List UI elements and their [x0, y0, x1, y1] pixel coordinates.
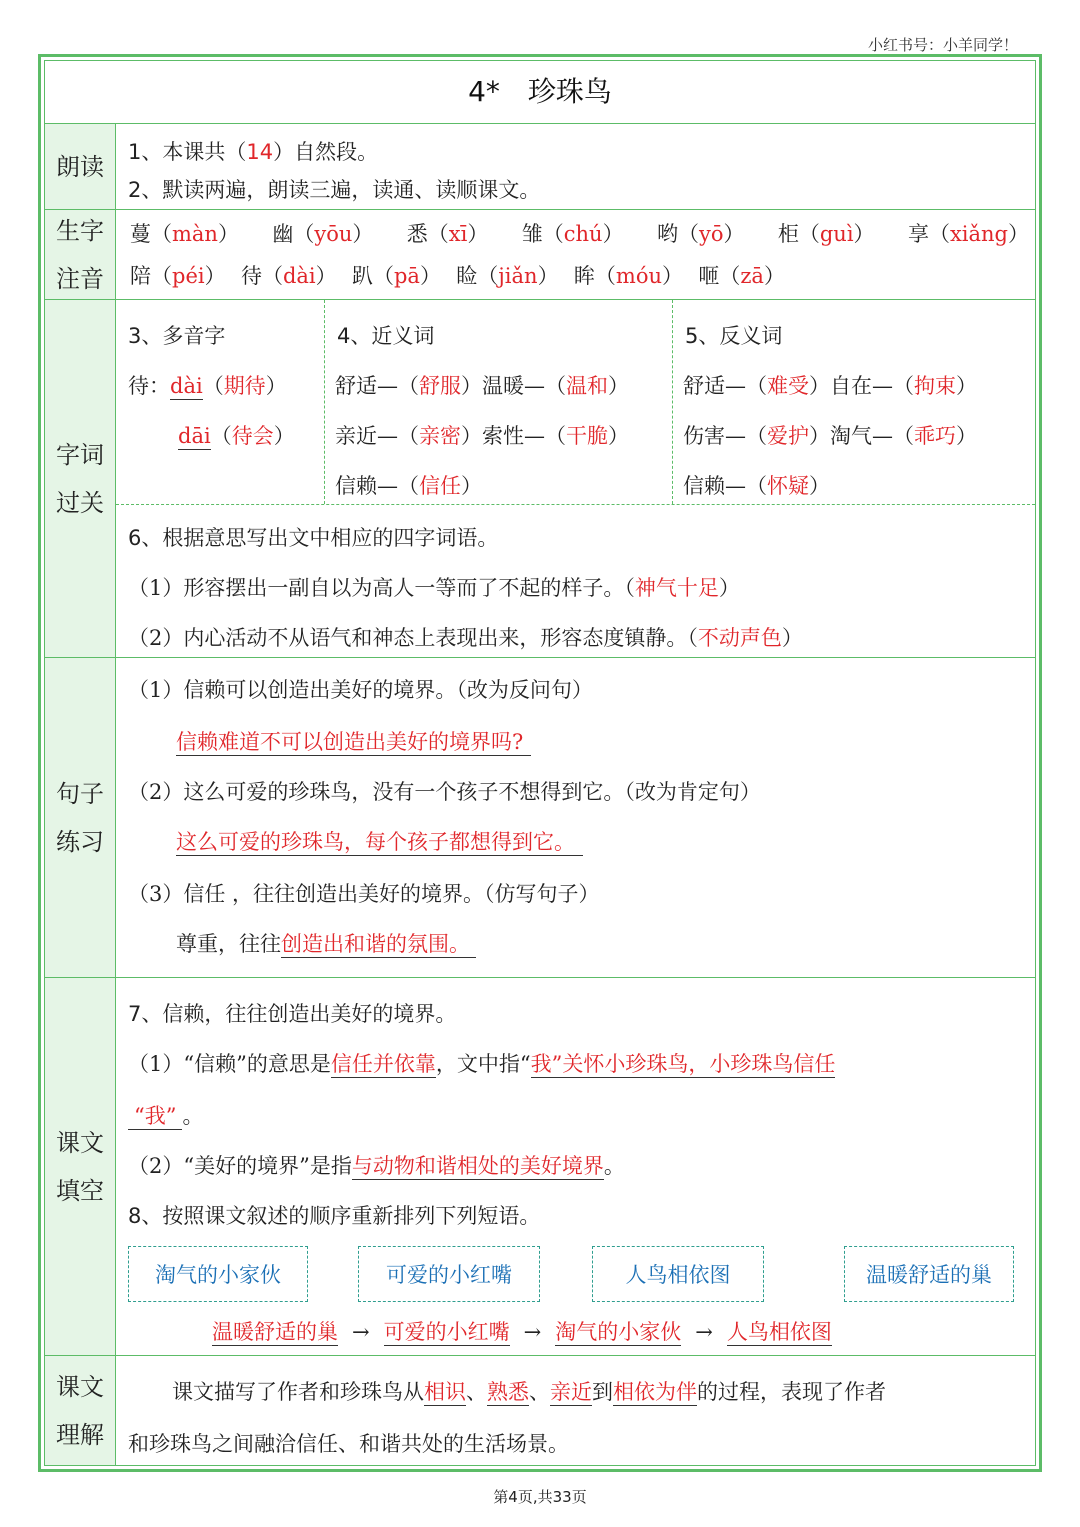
- reading-line-2: 2、默读两遍，朗读三遍，读通、读顺课文。: [128, 178, 541, 202]
- section-label: 字词 过关: [45, 300, 116, 657]
- pinyin-row-1: [130, 218, 1029, 248]
- pinyin-item: 雏（chú）: [521, 222, 624, 246]
- paragraph-count: 14: [246, 140, 274, 164]
- pinyin-item: 幽（yōu）: [272, 222, 374, 246]
- fill-heading-8: 8、按照课文叙述的顺序重新排列下列短语。: [128, 1204, 541, 1228]
- comprehension-line-2: 和珍珠鸟之间融洽信任、和谐共处的生活场景。: [128, 1432, 569, 1456]
- phrase-order: 温暖舒适的巢 → 可爱的小红嘴 → 淘气的小家伙 → 人鸟相依图: [212, 1320, 832, 1344]
- reading-line-1: 1、本课共（14）自然段。: [128, 140, 379, 164]
- fill-heading-7: 7、信赖，往往创造出美好的境界。: [128, 1002, 457, 1026]
- fill-line-3: （2）“美好的境界”是指与动物和谐相处的美好境界。: [128, 1154, 625, 1178]
- pinyin-item: 柜（guì）: [777, 222, 875, 246]
- antonym-column: 5、反义词 舒适—（难受）自在—（拘束） 伤害—（爱护）淘气—（乖巧） 信赖—（怀疑）: [672, 300, 1035, 504]
- pinyin-item: 睑（jiǎn）: [456, 264, 559, 288]
- polyphone-column: 3、多音字 待：dài（期待） dāi（待会）: [128, 324, 295, 448]
- worksheet: [38, 54, 1042, 1472]
- comprehension-line-1: 课文描写了作者和珍珠鸟从相识、熟悉、亲近到相依为伴的过程，表现了作者: [172, 1380, 886, 1404]
- sentence-answer-1: 信赖难道不可以创造出美好的境界吗?: [176, 726, 1027, 756]
- section-vocabulary: [45, 300, 1035, 658]
- idiom-heading: 6、根据意思写出文中相应的四字词语。: [128, 526, 499, 550]
- arrow-icon: →: [695, 1320, 713, 1344]
- pinyin-item: 悉（xī）: [406, 222, 489, 246]
- phrase-box: 可爱的小红嘴: [358, 1246, 540, 1302]
- pinyin-item: 待（dài）: [240, 264, 337, 288]
- sentence-question-1: （1）信赖可以创造出美好的境界。（改为反问句）: [128, 678, 593, 702]
- sentence-question-2: （2）这么可爱的珍珠鸟，没有一个孩子不想得到它。（改为肯定句）: [128, 780, 761, 804]
- section-comprehension: [45, 1356, 1035, 1465]
- pinyin-item: 眸（móu）: [573, 264, 683, 288]
- sentence-answer-2: 这么可爱的珍珠鸟，每个孩子都想得到它。: [176, 826, 1027, 856]
- idiom-item-1: （1）形容摆出一副自以为高人一等而了不起的样子。（神气十足）: [128, 576, 740, 600]
- idiom-item-2: （2）内心活动不从语气和神态上表现出来，形容态度镇静。（不动声色）: [128, 626, 803, 650]
- fill-line-2: “我” 。: [128, 1100, 1027, 1130]
- section-reading: [45, 124, 1035, 210]
- section-label: 课文 理解: [45, 1356, 116, 1465]
- pinyin-item: 蔓（màn）: [130, 222, 239, 246]
- pinyin-row-2: [130, 260, 785, 290]
- synonym-column: 4、近义词 舒适—（舒服）温暖—（温和） 亲近—（亲密）索性—（干脆） 信赖—（信任）: [324, 300, 673, 504]
- section-label: 课文 填空: [45, 978, 116, 1355]
- section-label: 朗读: [45, 124, 116, 209]
- sentence-answer-3: 尊重，往往创造出和谐的氛围。: [176, 928, 1027, 958]
- pinyin-item: 陪（péi）: [130, 264, 226, 288]
- section-sentences: [45, 658, 1035, 978]
- phrase-box: 温暖舒适的巢: [844, 1246, 1014, 1302]
- page-number: 第4页,共33页: [493, 1488, 587, 1506]
- pinyin-item: 咂（zā）: [698, 264, 785, 288]
- pinyin-item: 趴（pā）: [351, 264, 441, 288]
- section-label: 句子 练习: [45, 658, 116, 977]
- pinyin-item: 哟（yō）: [656, 222, 745, 246]
- sentence-question-3: （3）信任 ，往往创造出美好的境界。（仿写句子）: [128, 882, 600, 906]
- watermark: 小红书号：小羊同学！: [867, 36, 1018, 54]
- page-title: 4* 珍珠鸟: [45, 61, 1035, 124]
- section-label: 生字 注音: [45, 210, 116, 299]
- arrow-icon: →: [352, 1320, 370, 1344]
- pinyin-item: 享（xiǎng）: [907, 222, 1029, 246]
- section-pinyin: [45, 210, 1035, 300]
- phrase-box: 人鸟相依图: [592, 1246, 764, 1302]
- phrase-box: 淘气的小家伙: [128, 1246, 308, 1302]
- fill-line-1: （1）“信赖”的意思是信任并依靠，文中指“我”关怀小珍珠鸟，小珍珠鸟信任: [128, 1052, 836, 1076]
- arrow-icon: →: [523, 1320, 542, 1344]
- phrase-boxes: [116, 1246, 1035, 1306]
- section-fill-in: [45, 978, 1035, 1356]
